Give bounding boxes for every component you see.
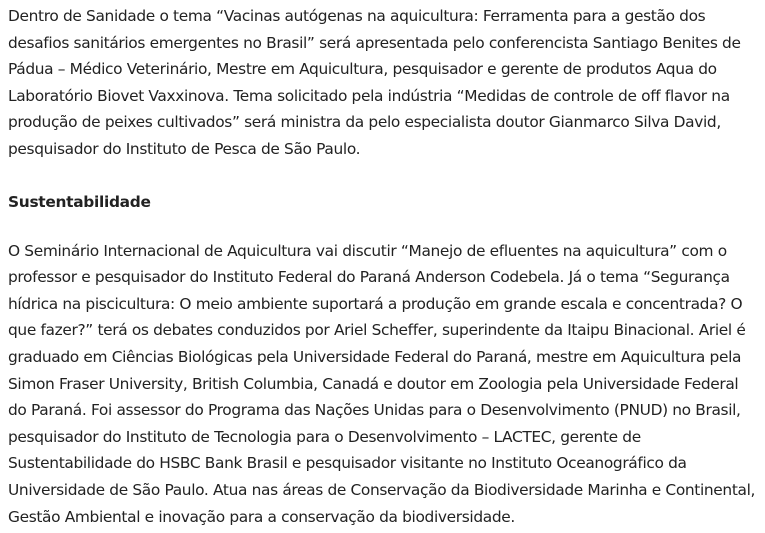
section-heading: Sustentabilidade	[8, 192, 151, 211]
article-body	[8, 3, 760, 530]
section-paragraph: O Seminário Internacional de Aquicultura vai discutir “Manejo de efluentes na aquicultura” com o professor e pesquisador do Instituto Federal do Paraná Anderson Codebela. Já o tema “Segurança hídrica na piscicultura: O meio ambiente suportará a produção em grande escala e concentrada? O que fazer?” terá os debates conduzidos por Ariel Scheffer, superindente da Itaipu Binacional. Ariel é graduado em Ciências Biológicas pela Universidade Federal do Paraná, mestre em Aquicultura pela Simon Fraser University, British Columbia, Canadá e doutor em Zoologia pela Universidade Federal do Paraná. Foi assessor do Programa das Nações Unidas para o Desenvolvimento (PNUD) no Brasil, pesquisador do Instituto de Tecnologia para o Desenvolvimento – LACTEC, gerente de Sustentabilidade do HSBC Bank Brasil e pesquisador visitante no Instituto Oceanográfico da Universidade de São Paulo. Atua nas áreas de Conservação da Biodiversidade Marinha e Continental, Gestão Ambiental e inovação para a conservação da biodiversidade.	[8, 241, 756, 526]
intro-paragraph: Dentro de Sanidade o tema “Vacinas autógenas na aquicultura: Ferramenta para a gestão dos desafios sanitários emergentes no Brasil” será apresentada pelo conferencista Santiago Benites de Pádua – Médico Veterinário, Mestre em Aquicultura, pesquisador e gerente de produtos Aqua do Laboratório Biovet Vaxxinova. Tema solicitado pela indústria “Medidas de controle de off flavor na produção de peixes cultivados” será ministra da pelo especialista doutor Gianmarco Silva David, pesquisador do Instituto de Pesca de São Paulo.	[8, 7, 741, 158]
